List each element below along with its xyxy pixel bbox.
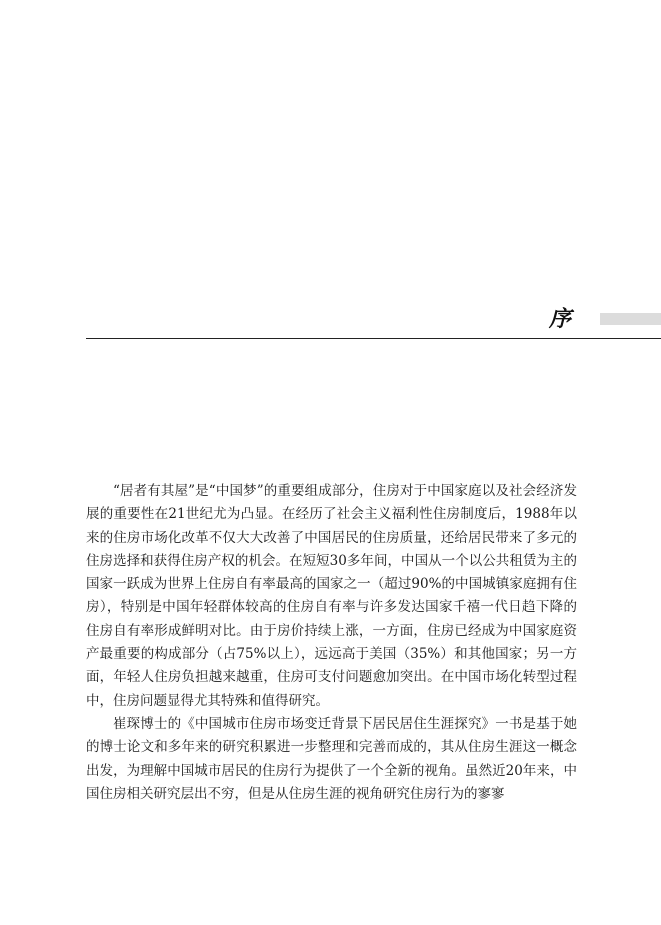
body-text bbox=[86, 480, 577, 806]
chapter-title: 序 bbox=[549, 306, 572, 332]
chapter-tab-decoration bbox=[600, 313, 661, 325]
paragraph-2: 崔琛博士的《中国城市住房市场变迁背景下居民居住生涯探究》一书是基于她的博士论文和多年来的研究积累进一步整理和完善而成的，其从住房生涯这一概念出发，为理解中国城市居民的住房行为提供了一个全新的视角。虽然近20年来，中国住房相关研究层出不穷，但是从住房生涯的视角研究住房行为的寥寥 bbox=[86, 715, 577, 802]
paragraph-1: “居者有其屋”是“中国梦”的重要组成部分，住房对于中国家庭以及社会经济发展的重要性在21世纪尤为凸显。在经历了社会主义福利性住房制度后，1988年以来的住房市场化改革不仅大大改善了中国居民的住房质量，还给居民带来了多元的住房选择和获得住房产权的机会。在短短30多年间，中国从一个以公共租赁为主的国家一跃成为世界上住房自有率最高的国家之一（超过90%的中国城镇家庭拥有住房），特别是中国年轻群体较高的住房自有率与许多发达国家千禧一代日趋下降的住房自有率形成鲜明对比。由于房价持续上涨，一方面，住房已经成为中国家庭资产最重要的构成部分（占75%以上），远远高于美国（35%）和其他国家；另一方面，年轻人住房负担越来越重，住房可支付问题愈加突出。在中国市场化转型过程中，住房问题显得尤其特殊和值得研究。 bbox=[86, 483, 577, 709]
header-rule bbox=[86, 338, 661, 339]
chapter-header bbox=[0, 0, 661, 340]
